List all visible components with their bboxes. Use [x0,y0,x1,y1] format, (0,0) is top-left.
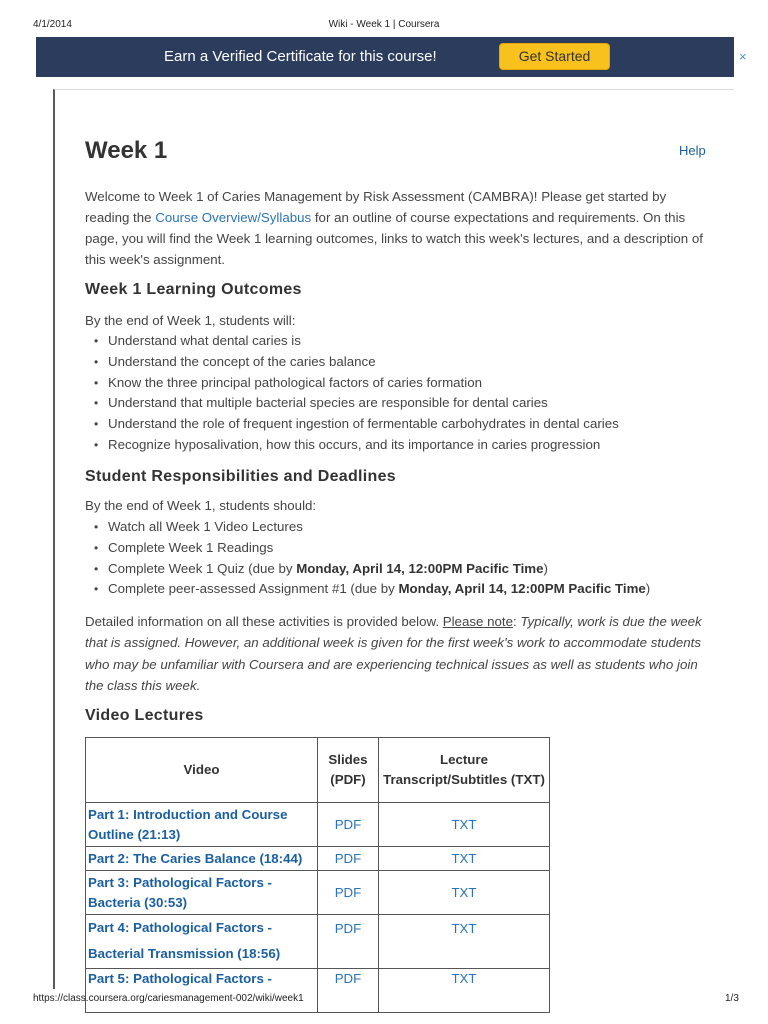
slides-pdf-link[interactable]: PDF [318,871,379,915]
assignment-deadline: Monday, April 14, 12:00PM Pacific Time [398,581,646,597]
list-item: • Recognize hyposalivation, how this occurs, and its importance in caries progression [94,435,619,456]
course-overview-link[interactable]: Course Overview/Syllabus [155,210,312,225]
print-header [0,0,768,36]
video-link[interactable]: Part 1: Introduction and Course Outline (21:13) [86,803,318,847]
list-item: • Complete Week 1 Readings [94,538,650,559]
table-row [86,915,550,969]
video-link[interactable]: Part 2: The Caries Balance (18:44) [86,847,318,871]
list-item: • Know the three principal pathological factors of caries formation [94,373,619,394]
responsibilities-list [94,517,650,600]
outcomes-lead: By the end of Week 1, students will: [85,313,296,328]
transcript-txt-link[interactable]: TXT [379,871,550,915]
help-link[interactable]: Help [679,143,706,158]
video-link[interactable]: Part 4: Pathological Factors - Bacterial Transmission (18:56) [86,915,318,969]
transcript-txt-link[interactable]: TXT [379,915,550,969]
please-note-label: Please note [442,614,513,629]
print-date: 4/1/2014 [33,19,72,30]
outcomes-heading: Week 1 Learning Outcomes [85,281,302,298]
video-lectures-table [85,737,550,1013]
list-item: • Understand the concept of the caries balance [94,352,619,373]
detail-text: Detailed information on all these activities is provided below. [85,614,443,629]
outcomes-list [94,331,619,456]
close-icon[interactable]: × [739,49,747,64]
list-item: • Understand what dental caries is [94,331,619,352]
video-lectures-heading: Video Lectures [85,707,204,724]
page-title: Week 1 [85,137,168,164]
video-link[interactable]: Part 3: Pathological Factors - Bacteria (30:53) [86,871,318,915]
detail-colon: : [512,614,521,629]
table-header-row [86,738,550,803]
list-item: • Understand the role of frequent ingestion of fermentable carbohydrates in dental caries [94,414,619,435]
header-slides: Slides (PDF) [318,738,379,803]
certificate-banner [36,37,747,77]
slides-pdf-link[interactable]: PDF [318,803,379,847]
table-row [86,871,550,915]
detail-paragraph [85,611,707,696]
table-row [86,803,550,847]
responsibilities-heading: Student Responsibilities and Deadlines [85,468,397,485]
slides-pdf-link[interactable]: PDF [318,847,379,871]
print-page-number: 1/3 [725,993,739,1004]
list-item [94,579,650,600]
detail-italic-text: Typically, work is due the week that is assigned. However, an additional week is given for the first week's work to accommodate students who may be unfamiliar with Coursera and are experiencing technical issues as well as students who join the class this week. [85,614,702,693]
get-started-button[interactable]: Get Started [499,43,610,70]
table-row [86,969,550,1013]
header-transcript: Lecture Transcript/Subtitles (TXT) [379,738,550,803]
header-video: Video [86,738,318,803]
list-item: • Watch all Week 1 Video Lectures [94,517,650,538]
list-item [94,559,650,580]
transcript-txt-link[interactable]: TXT [379,969,550,1013]
video-link[interactable]: Part 5: Pathological Factors - [86,969,318,1013]
quiz-text-end: ) [543,560,548,576]
table-row [86,847,550,871]
quiz-deadline: Monday, April 14, 12:00PM Pacific Time [296,560,544,576]
intro-text-1: Welcome to Week 1 of Caries Management by Risk Assessment (CAMBRA)! Please get started by reading the [85,189,667,225]
print-url: https://class.coursera.org/cariesmanagement-002/wiki/week1 [33,993,304,1004]
slides-pdf-link[interactable]: PDF [318,915,379,969]
intro-paragraph [85,186,707,270]
intro-text-2: for an outline of course expectations and requirements. On this page, you will find the Week 1 learning outcomes, links to watch this week's lectures, and a description of this week's assignment. [85,210,703,267]
assignment-text-end: ) [645,581,651,597]
slides-pdf-link[interactable]: PDF [318,969,379,1013]
banner-message: Earn a Verified Certificate for this course! [164,48,437,65]
list-item: • Understand that multiple bacterial species are responsible for dental caries [94,393,619,414]
assignment-text: Complete peer-assessed Assignment #1 (due by [108,581,399,597]
transcript-txt-link[interactable]: TXT [379,803,550,847]
responsibilities-lead: By the end of Week 1, students should: [85,498,317,513]
quiz-text: Complete Week 1 Quiz (due by [108,560,297,576]
transcript-txt-link[interactable]: TXT [379,847,550,871]
print-page-title: Wiki - Week 1 | Coursera [328,19,440,30]
